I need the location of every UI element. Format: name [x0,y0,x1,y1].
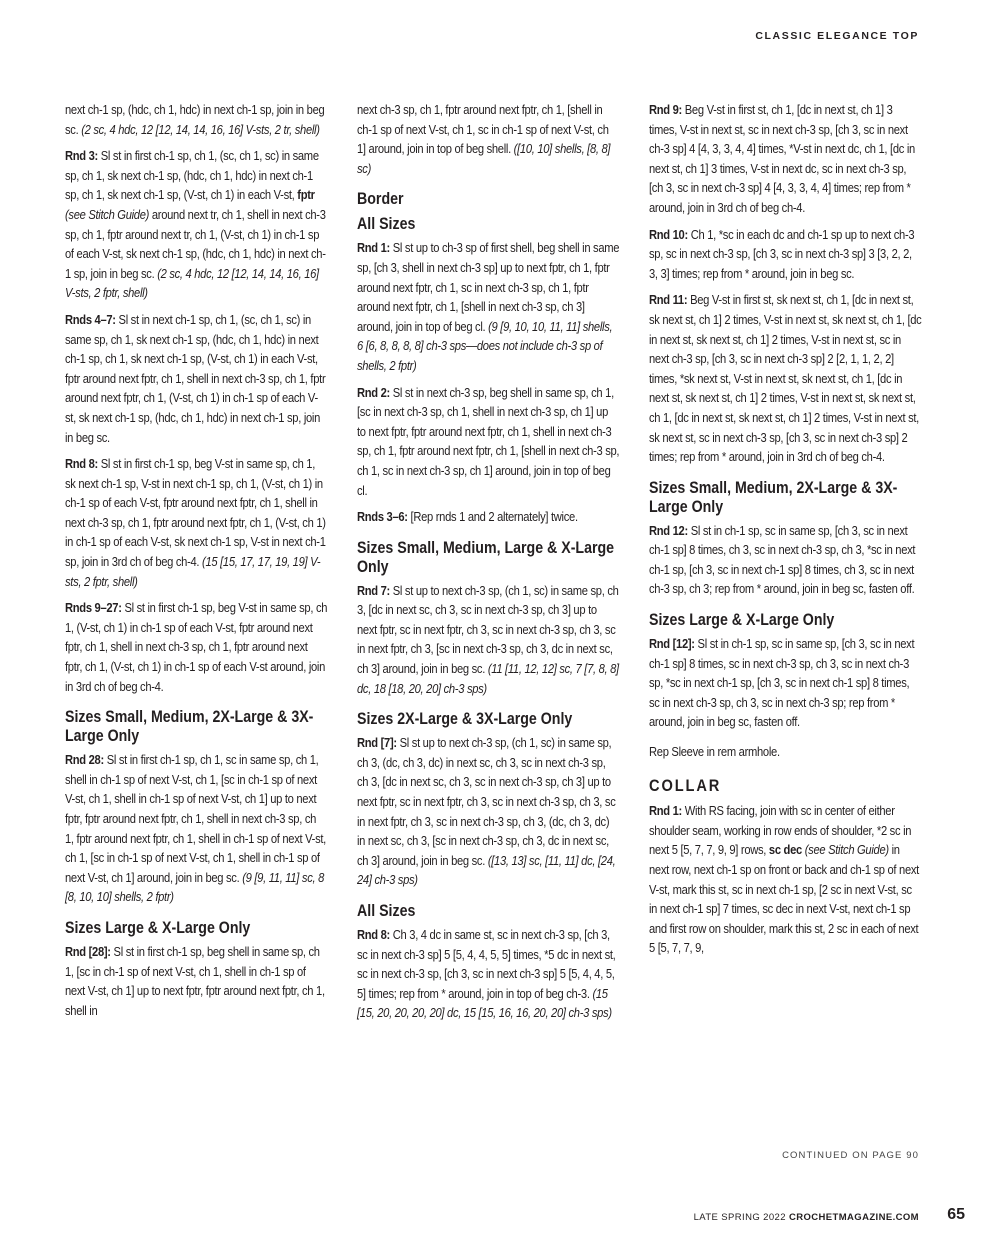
section-heading: All Sizes [357,215,416,234]
paragraph: next ch-1 sp, (hdc, ch 1, hdc) in next ch-1 sp, join in beg sc. (2 sc, 4 hdc, 12 [12, 14, 14, 16, 16] V-sts, 2 tr, shell) [65,102,325,137]
paragraph-rnd-28: Rnd 28: Sl st in first ch-1 sp, ch 1, sc in same sp, ch 1, shell in ch-1 sp of next V-st, ch 1, [sc in ch-1 sp of next V-st, ch 1, shell in ch-1 sp of next V-st, ch 1] up to next fptr, fptr around next fptr, ch 1, shell in next ch-3 sp, ch 1, fptr around next fptr, ch 1, shell in ch-1 sp of next V-st, ch 1, [sc in ch-1 sp of next V-st, ch 1, shell in ch-1 sp of next V-st, ch 1] around, join in beg sc. (9 [9, 11, 11] sc, 8 [8, 10, 10] shells, 2 fptr) [65,752,326,905]
section-heading: All Sizes [357,902,416,920]
section-heading: Sizes Small, Medium, 2X-Large & 3X-Large Only [65,708,314,746]
paragraph-rnds-4-7: Rnds 4–7: Sl st in next ch-1 sp, ch 1, (sc, ch 1, sc) in same sp, ch 1, sk next ch-1 sp, (hdc, ch 1, hdc) in next ch-1 sp, ch 1, sk next ch-1 sp, (V-st, ch 1) in each V-st, fptr around next fptr, ch 1, shell in next ch-3 sp, ch 1, fptr around next fptr, ch 1, (V-st, ch 1) in ch-1 sp of each V-st, sk next ch-1 sp, (hdc, ch 1, hdc) in next ch-1 sp, join in beg sc. [65,311,326,445]
paragraph-rnd-11: Rnd 11: Beg V-st in first st, sk next st, ch 1, [dc in next st, sk next st, ch 1] 2 times, V-st in next st, sk next st, ch 1, [dc in next st, sk next st, ch 1] 2 times, V-st in next st, sc in next ch-3 sp, [ch 3, sc in next ch-3 sp] 2 [2, 1, 1, 2, 2] times, *sk next st, V-st in next st, sk next st, ch 1, [dc in next st, sk next st, ch 1] 2 times, V-st in next st, sk next st, ch 1, [dc in next st, sk next st, ch 1] 2 times, V-st in next st, sk next st, sc in next ch-3 sp, [ch 3, sc in next ch-3 sp] 2 times; rep from * around, join in 3rd ch of beg ch-4. [649,292,922,465]
paragraph-rnd-28-large: Rnd [28]: Sl st in first ch-1 sp, beg shell in same sp, ch 1, [sc in ch-1 sp of next V-st, ch 1, shell in ch-1 sp of next V-st, ch 1] up to next fptr, fptr around next fptr, ch 1, shell in [65,943,325,1018]
section-heading: Sizes Large & X-Large Only [65,918,251,937]
column-1 [65,100,327,1027]
continued-note: CONTINUED ON PAGE 90 [782,1150,919,1161]
section-heading: Sizes Large & X-Large Only [649,611,835,630]
paragraph-rnd-8: Rnd 8: Ch 3, 4 dc in same st, sc in next ch-3 sp, [ch 3, sc in next ch-3 sp] 5 [5, 4, 4, 5, 5] times, *5 dc in next st, sc in next ch-3 sp, [ch 3, sc in next ch-3 sp] 5 [5, 4, 4, 5, 5] times; rep from * around, join in top of beg ch-3. (15 [15, 20, 20, 20, 20] dc, 15 [15, 16, 16, 20, 20] ch-3 sps) [357,927,616,1021]
paragraph-rnds-3-6: Rnds 3–6: [Rep rnds 1 and 2 alternately] twice. [357,509,578,525]
section-heading: Sizes 2X-Large & 3X-Large Only [357,710,573,729]
footer-site: CROCHETMAGAZINE.COM [788,1212,919,1223]
section-heading: Sizes Small, Medium, Large & X-Large Only [357,538,615,576]
paragraph-rnd-10: Rnd 10: Ch 1, *sc in each dc and ch-1 sp up to next ch-3 sp, sc in next ch-3 sp, [ch 3, sc in next ch-3 sp] 3 [3, 2, 2, 3, 3] times; rep from * around, join in beg sc. [649,226,915,281]
running-header-title: CLASSIC ELEGANCE TOP [755,30,919,42]
paragraph-collar-rnd-1: Rnd 1: With RS facing, join with sc in center of either shoulder seam, working in row ends of shoulder, *2 sc in next 5 [5, 7, 7, 9, 9] rows, sc dec (see Stitch Guide) in next row, next ch-1 sp on front or back and ch-1 sp of next V-st, mark this st, sc in next ch-1 sp, [2 sc in next V-st, sc in next ch-1 sp] 7 times, sc dec in next V-st, next ch-1 sp and first row on shoulder, mark this st, 2 sc in each of next 5 [5, 7, 7, 9, [649,803,919,956]
footer [694,1212,919,1223]
paragraph-rnd-9: Rnd 9: Beg V-st in first st, ch 1, [dc in next st, ch 1] 3 times, V-st in next st, sc in next ch-3 sp, [ch 3, sc in next ch-3 sp] 4 [4, 3, 3, 4, 4] times, *V-st in next dc, ch 1, [dc in next st, ch 1] 3 times, V-st in next dc, sc in next ch-3 sp, [ch 3, sc in next ch-3 sp] 4 [4, 3, 3, 4, 4] times; rep from * around, join in 3rd ch of beg ch-4. [649,102,915,215]
paragraph: Rep Sleeve in rem armhole. [649,744,780,760]
page-number: 65 [947,1206,965,1223]
paragraph-rnd-2: Rnd 2: Sl st in next ch-3 sp, beg shell in same sp, ch 1, [sc in next ch-3 sp, ch 1, shell in next ch-3 sp, ch 1] up to next fptr, fptr around next fptr, ch 1, shell in next ch-3 sp, ch 1, fptr around next fptr, ch 1, [shell in next ch-3 sp, ch 1, sc in next ch-3 sp, ch 1] around, join in top of beg cl. [357,384,620,498]
paragraph-rnd-12-large: Rnd [12]: Sl st in ch-1 sp, sc in same sp, [ch 3, sc in next ch-1 sp] 8 times, sc in next ch-3 sp, ch 3, sc in next ch-3 sp, *sc in next ch-1 sp, [ch 3, sc in next ch-1 sp] 8 times, sc in next ch-3 sp, ch 3, sc in next ch-3 sp; rep from * around, join in beg sc, fasten off. [649,636,915,730]
footer-issue: LATE SPRING 2022 [693,1212,786,1223]
paragraph-rnd-3: Rnd 3: Sl st in first ch-1 sp, ch 1, (sc, ch 1, sc) in same sp, ch 1, sk next ch-1 sp, (hdc, ch 1, hdc) in next ch-1 sp, ch 1, sk next ch-1 sp, (V-st, ch 1) in each V-st, fptr (see Stitch Guide) around next tr, ch 1, shell in next ch-3 sp, ch 1, fptr around next tr, ch 1, (V-st, ch 1) in ch-1 sp of each V-st, sk next ch-1 sp, (hdc, ch 1, hdc) in next ch-1 sp, join in beg sc. (2 sc, 4 hdc, 12 [12, 14, 14, 16, 16] V-sts, 2 fptr, shell) [65,148,326,301]
paragraph-rnd-8: Rnd 8: Sl st in first ch-1 sp, beg V-st in same sp, ch 1, sk next ch-1 sp, V-st in next ch-1 sp, ch 1, (V-st, ch 1) in ch-1 sp of each V-st, fptr around next fptr, ch 1, shell in next ch-3 sp, ch 1, fptr around next fptr, ch 1, (V-st, ch 1) in ch-1 sp of each V-st, sk next ch-1 sp, V-st in next ch-1 sp, join in 3rd ch of beg ch-4. (15 [15, 17, 17, 19, 19] V-sts, 2 fptr, shell) [65,456,326,589]
paragraph-rnd-1: Rnd 1: Sl st up to ch-3 sp of first shell, beg shell in same sp, [ch 3, shell in next ch-3 sp] up to next fptr, ch 1, fptr around next fptr, ch 1, sc in next ch-3 sp, ch 1, fptr around next fptr, ch 1, [shell in next ch-3 sp, ch 3] around, join in top of beg cl. (9 [9, 10, 10, 11, 11] shells, 6 [6, 8, 8, 8, 8] ch-3 sps—does not include ch-3 sp of shells, 2 fptr) [357,240,620,373]
paragraph-rnd-12: Rnd 12: Sl st in ch-1 sp, sc in same sp, [ch 3, sc in next ch-1 sp] 8 times, ch 3, sc in next ch-3 sp, ch 3, *sc in next ch-1 sp, [ch 3, sc in next ch-1 sp] 8 times, ch 3, sc in next ch-3 sp, ch 3; rep from * around, join in beg sc, fasten off. [649,522,916,597]
paragraph-rnd-7: Rnd 7: Sl st up to next ch-3 sp, (ch 1, sc) in same sp, ch 3, [dc in next sc, ch 3, sc in next ch-3 sp, ch 3] up to next fptr, sc in next fptr, ch 3, sc in next ch-3 sp, ch 3, sc in next fptr, ch 3, [sc in next ch-3 sp, ch 3, dc in next sc, ch 3] around, join in beg sc. (11 [11, 12, 12] sc, 7 [7, 8, 8] dc, 18 [18, 20, 20] ch-3 sps) [357,582,619,696]
paragraph-rnd-7-alt: Rnd [7]: Sl st up to next ch-3 sp, (ch 1, sc) in same sp, ch 3, (dc, ch 3, dc) in next sc, ch 3, sc in next ch-3 sp, ch 3, [dc in next sc, ch 3, sc in next ch-3 sp, ch 3] up to next fptr, sc in next fptr, ch 3, sc in next ch-3 sp, ch 3, sc in next fptr, ch 3, sc in next ch-3 sp, ch 3, (dc, ch 3, dc) in next sc, ch 3, [sc in next ch-3 sp, ch 3, dc in next sc, ch 3] around, join in beg sc. ([13, 13] sc, [11, 11] dc, [24, 24] ch-3 sps) [357,735,616,888]
section-heading-border: Border [357,190,404,209]
section-heading: Sizes Small, Medium, 2X-Large & 3X-Large Only [649,478,898,516]
paragraph: next ch-3 sp, ch 1, fptr around next fptr, ch 1, [shell in ch-1 sp of next V-st, ch 1, sc in ch-1 sp of next V-st, ch 1] around, join in top of beg shell. ([10, 10] shells, [8, 8] sc) [357,102,611,176]
column-3 [649,100,922,965]
section-heading-collar: COLLAR [649,775,722,795]
column-2 [357,100,619,1030]
paragraph-rnds-9-27: Rnds 9–27: Sl st in first ch-1 sp, beg V-st in same sp, ch 1, (V-st, ch 1) in ch-1 sp of each V-st, fptr around next fptr, ch 1, shell in next ch-3 sp, ch 1, fptr around next fptr, ch 1, (V-st, ch 1) in ch-1 sp of each V-st around, join in 3rd ch of beg ch-4. [65,600,328,694]
